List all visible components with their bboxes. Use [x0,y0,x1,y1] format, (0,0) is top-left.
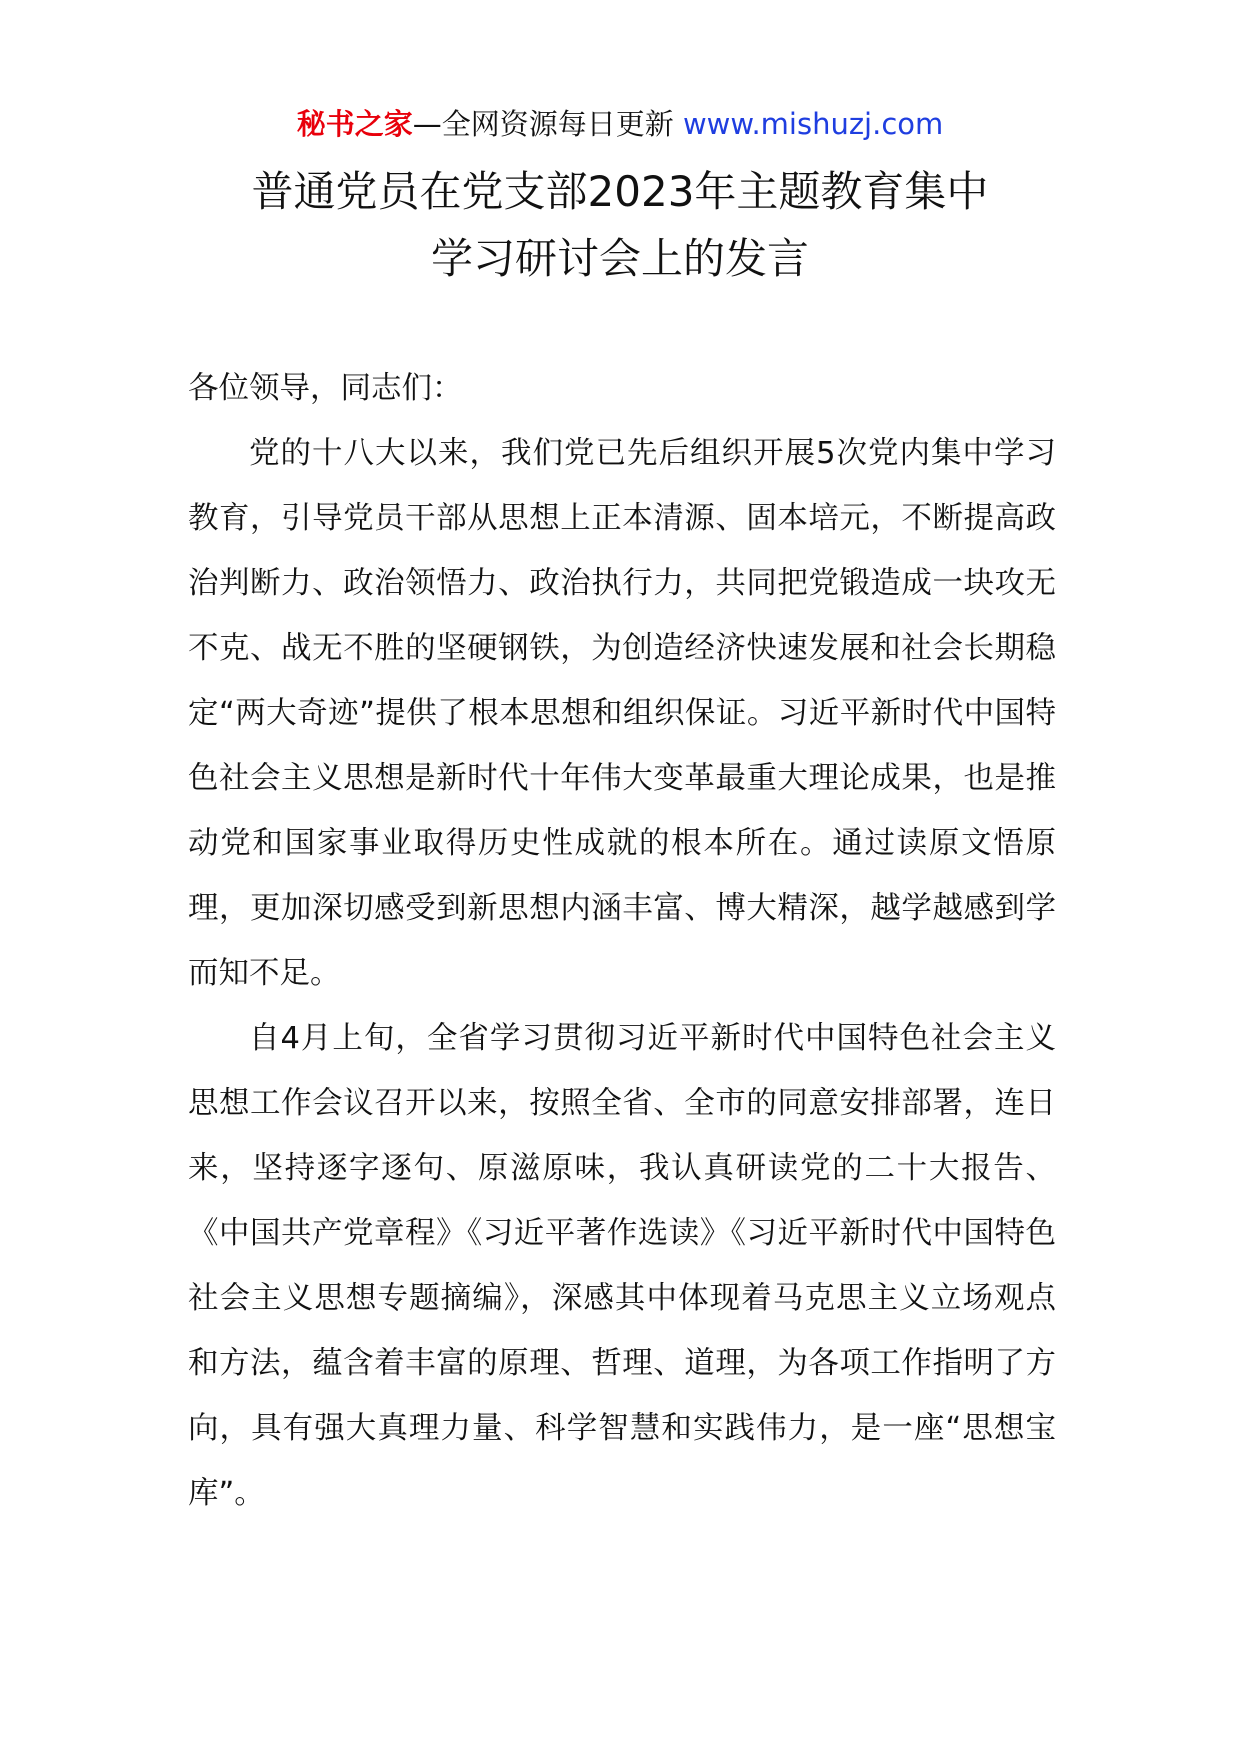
document-title [0,158,1240,292]
brand-name: 秘书之家 [296,107,413,141]
header-slogan: —全网资源每日更新 [412,107,674,141]
title-line-1: 普通党员在党支部2023年主题教育集中 [251,167,989,216]
paragraph-2: 自4月上旬，全省学习贯彻习近平新时代中国特色社会主义思想工作会议召开以来，按照全省、全市的同意安排部署，连日来，坚持逐字逐句、原滋原味，我认真研读党的二十大报告、《中国共产党章程》《习近平著作选读》《习近平新时代中国特色社会主义思想专题摘编》，深感其中体现着马克思主义立场观点和方法，蕴含着丰富的原理、哲理、道理，为各项工作指明了方向，具有强大真理力量、科学智慧和实践伟力，是一座“思想宝库”。 [188,1021,1056,1511]
site-url[interactable]: www.mishuzj.com [682,107,944,141]
document-body [188,356,1056,1526]
paragraph-1: 党的十八大以来，我们党已先后组织开展5次党内集中学习教育，引导党员干部从思想上正本清源、固本培元，不断提高政治判断力、政治领悟力、政治执行力，共同把党锻造成一块攻无不克、战无不胜的坚硬钢铁，为创造经济快速发展和社会长期稳定“两大奇迹”提供了根本思想和组织保证。习近平新时代中国特色社会主义思想是新时代十年伟大变革最重大理论成果，也是推动党和国家事业取得历史性成就的根本所在。通过读原文悟原理，更加深切感受到新思想内涵丰富、博大精深，越学越感到学而知不足。 [188,436,1056,991]
site-header [0,100,1240,148]
title-line-2: 学习研讨会上的发言 [430,234,809,283]
salutation: 各位领导，同志们： [188,371,463,406]
